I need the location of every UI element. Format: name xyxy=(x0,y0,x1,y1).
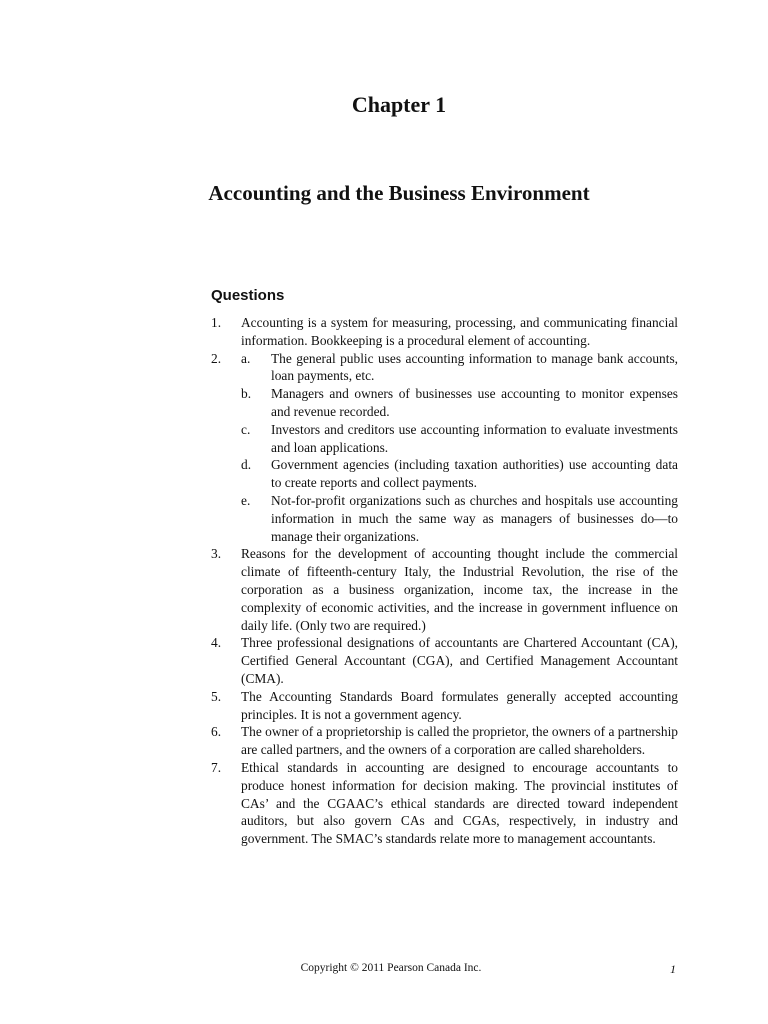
questions-list xyxy=(211,314,678,848)
sub-answer-text: Not-for-profit organizations such as churches and hospitals use accounting information in much the same way as managers of businesses do—to manage their organizations. xyxy=(271,492,678,544)
question-item xyxy=(211,350,678,546)
question-number: 3. xyxy=(211,546,222,562)
sub-answer-text: Government agencies (including taxation authorities) use accounting data to create reports and collect payments. xyxy=(271,457,678,491)
question-text: Ethical standards in accounting are designed to encourage accountants to produce honest information for decision making. The provincial institutes of CAs’ and the CGAAC’s ethical standards are directed toward independent auditors, but also govern CAs and CGAs, respectively, in industry and government. The SMAC’s standards relate more to management accountants. xyxy=(241,759,678,847)
sub-answer-item xyxy=(241,350,678,386)
section-heading: Questions xyxy=(211,287,285,304)
sub-answer-list xyxy=(241,350,678,546)
sub-answer-letter: e. xyxy=(241,492,251,508)
sub-answer-letter: b. xyxy=(241,386,252,402)
sub-answer-item xyxy=(241,456,678,492)
sub-answer-item xyxy=(241,385,678,421)
question-text: Three professional designations of accountants are Chartered Accountant (CA), Certified General Accountant (CGA), and Certified Management Accountant (CMA). xyxy=(241,635,678,686)
question-item xyxy=(211,314,678,350)
sub-answer-letter: c. xyxy=(241,421,251,437)
question-item xyxy=(211,545,678,634)
chapter-title: Accounting and the Business Environment xyxy=(208,181,590,205)
chapter-number: Chapter 1 xyxy=(351,92,447,117)
question-item xyxy=(211,634,678,687)
sub-answer-item xyxy=(241,421,678,457)
sub-answer-text: The general public uses accounting information to manage bank accounts, loan payments, etc. xyxy=(271,350,678,384)
sub-answer-text: Investors and creditors use accounting information to evaluate investments and loan applications. xyxy=(271,421,678,455)
question-item xyxy=(211,759,678,848)
question-number: 6. xyxy=(211,724,222,740)
copyright-notice: Copyright © 2011 Pearson Canada Inc. xyxy=(300,962,482,974)
question-number: 7. xyxy=(211,759,222,775)
question-text: The Accounting Standards Board formulates generally accepted accounting principles. It is not a government agency. xyxy=(241,688,678,722)
question-text: The owner of a proprietorship is called the proprietor, the owners of a partnership are called partners, and the owners of a corporation are called shareholders. xyxy=(241,724,678,758)
sub-answer-letter: a. xyxy=(241,350,251,366)
question-item xyxy=(211,688,678,724)
question-number: 2. xyxy=(211,350,222,366)
question-number: 4. xyxy=(211,635,222,651)
question-item xyxy=(211,723,678,759)
question-number: 5. xyxy=(211,688,222,704)
page-number: 1 xyxy=(670,962,676,976)
question-text: Accounting is a system for measuring, processing, and communicating financial information. Bookkeeping is a procedural element of accounting. xyxy=(241,315,678,348)
sub-answer-text: Managers and owners of businesses use accounting to monitor expenses and revenue recorded. xyxy=(271,386,678,419)
question-number: 1. xyxy=(211,315,222,330)
question-text: Reasons for the development of accounting thought include the commercial climate of fifteenth-century Italy, the Industrial Revolution, the rise of the corporation as a business organization, income tax, the increase in the complexity of economic activities, and the increase in government influence on daily life. (Only two are required.) xyxy=(241,546,678,633)
sub-answer-item xyxy=(241,492,678,545)
sub-answer-letter: d. xyxy=(241,457,252,473)
